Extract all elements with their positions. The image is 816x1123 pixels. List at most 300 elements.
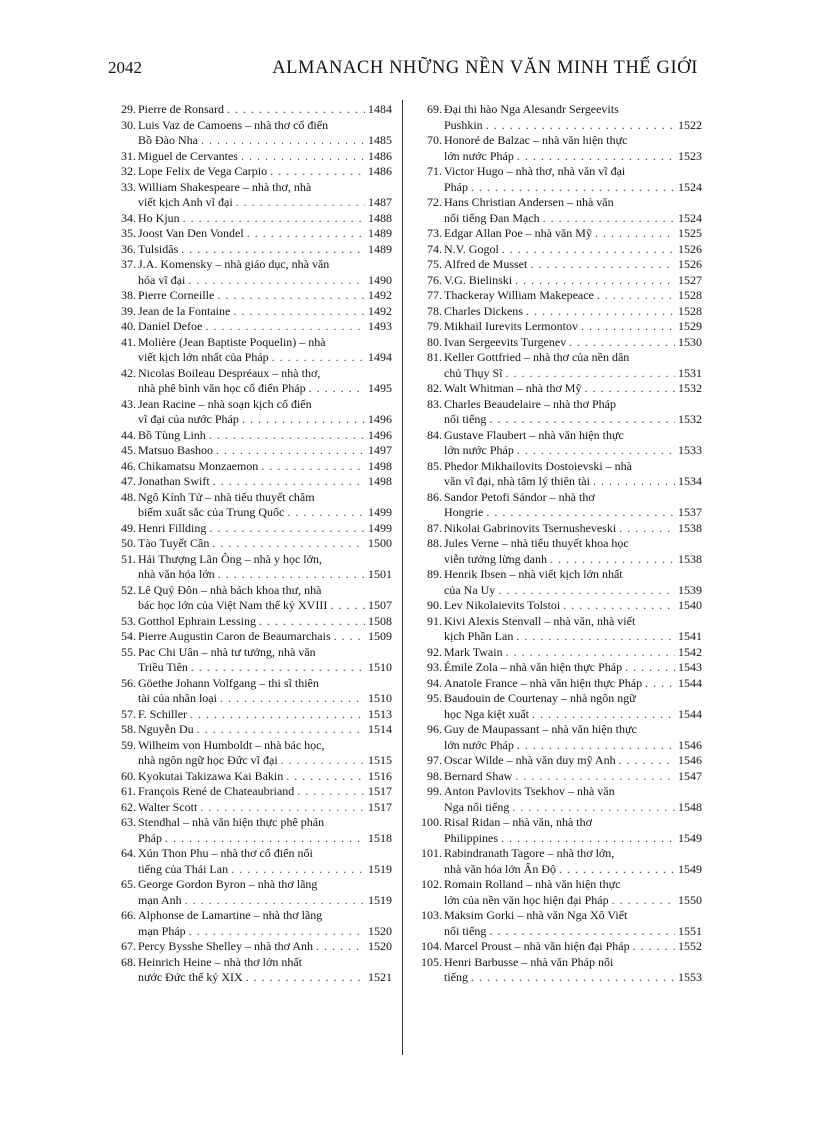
toc-entry — [414, 753, 702, 769]
toc-left-column — [108, 102, 392, 986]
toc-entry — [108, 118, 392, 149]
entry-page-number: 1520 — [368, 923, 392, 938]
dot-leader — [236, 195, 365, 211]
entry-title-line: lớn nước Pháp — [444, 737, 514, 752]
dot-leader — [185, 893, 365, 909]
toc-entry — [108, 335, 392, 366]
entry-number: 46. — [121, 458, 136, 473]
entry-title-line: Marcel Proust – nhà văn hiện đại Pháp — [444, 939, 630, 953]
entry-number: 53. — [121, 613, 136, 628]
entry-number: 74. — [427, 241, 442, 256]
dot-leader — [270, 164, 365, 180]
toc-entry — [108, 800, 392, 816]
entry-title-line: Phedor Mikhailovits Dostoievski – nhà — [444, 458, 632, 473]
entry-title-line: nhà ngôn ngữ học Đức vĩ đại — [138, 753, 278, 767]
entry-title-line: Keller Gottfried – nhà thơ của nền dân — [444, 350, 630, 364]
dot-leader — [517, 738, 675, 754]
entry-number: 70. — [427, 133, 442, 147]
entry-number: 96. — [427, 722, 442, 736]
toc-entry — [414, 769, 702, 785]
entry-page-number: 1485 — [368, 133, 392, 147]
dot-leader — [241, 149, 365, 165]
dot-leader — [526, 304, 675, 320]
entry-title-line: Hongrie — [444, 505, 484, 519]
toc-entry — [108, 102, 392, 118]
entry-title-line: Luis Vaz de Camoens – nhà thơ cổ điển — [138, 117, 329, 132]
entry-title-line: lớn nước Pháp — [444, 148, 514, 163]
dot-leader — [517, 443, 675, 459]
entry-title-line: học Nga kiệt xuất — [444, 706, 529, 721]
entry-title-line: Henri Barbusse – nhà văn Pháp nổi — [444, 954, 614, 969]
entry-page-number: 1493 — [368, 319, 392, 333]
entry-title-line: Sandor Petofi Sándor – nhà thơ — [444, 489, 595, 504]
entry-page-number: 1521 — [368, 970, 392, 984]
dot-leader — [233, 304, 365, 320]
toc-entry — [108, 738, 392, 769]
entry-title-line: François René de Chateaubriand — [138, 784, 295, 798]
entry-number: 77. — [427, 288, 442, 302]
entry-page-number: 1549 — [678, 861, 702, 876]
entry-page-number: 1517 — [368, 799, 392, 814]
entry-title-line: Stendhal – nhà văn hiện thực phê phán — [138, 815, 325, 829]
entry-number: 93. — [427, 660, 442, 674]
entry-title-line: Victor Hugo – nhà thơ, nhà văn vĩ đại — [444, 164, 626, 178]
dot-leader — [505, 366, 675, 382]
entry-number: 75. — [427, 257, 442, 271]
entry-title-line: Wilheim von Humboldt – nhà bác học, — [138, 737, 325, 752]
toc-entry — [108, 536, 392, 552]
entry-page-number: 1516 — [368, 768, 392, 783]
toc-entry — [108, 366, 392, 397]
entry-page-number: 1497 — [368, 443, 392, 457]
toc-entry — [108, 257, 392, 288]
entry-page-number: 1489 — [368, 226, 392, 240]
dot-leader — [189, 924, 365, 940]
entry-title-line: mạn Anh — [138, 892, 182, 907]
dot-leader — [247, 226, 365, 242]
toc-entry — [414, 645, 702, 661]
entry-number: 94. — [427, 675, 442, 690]
entry-title-line: nổi tiếng — [444, 412, 487, 426]
entry-title-line: Bồ Đào Nha — [138, 133, 198, 147]
entry-title-line: Chikamatsu Monzaemon — [138, 458, 259, 473]
toc-entry — [108, 288, 392, 304]
entry-number: 33. — [121, 179, 136, 194]
dot-leader — [486, 505, 675, 521]
entry-number: 92. — [427, 644, 442, 659]
entry-number: 95. — [427, 691, 442, 705]
toc-entry — [108, 149, 392, 165]
entry-title-line: Bồ Tùng Linh — [138, 427, 206, 442]
toc-entry — [108, 459, 392, 475]
entry-title-line: bác học lớn của Việt Nam thế kỷ XVIII — [138, 598, 328, 612]
entry-title-line: Kivi Alexis Stenvall – nhà văn, nhà viết — [444, 613, 636, 628]
entry-page-number: 1496 — [368, 427, 392, 442]
entry-number: 97. — [427, 753, 442, 767]
dot-leader — [532, 707, 675, 723]
entry-page-number: 1539 — [678, 582, 702, 597]
entry-title-line: Xún Thon Phu – nhà thơ cổ điển nổi — [138, 846, 313, 860]
entry-number: 56. — [121, 675, 136, 690]
entry-number: 87. — [427, 520, 442, 535]
entry-page-number: 1510 — [368, 660, 392, 674]
dot-leader — [218, 567, 365, 583]
entry-page-number: 1541 — [678, 629, 702, 643]
entry-page-number: 1494 — [368, 350, 392, 364]
toc-entry — [108, 784, 392, 800]
entry-page-number: 1527 — [678, 272, 702, 287]
entry-title-line: mạn Pháp — [138, 923, 186, 938]
entry-number: 58. — [121, 722, 136, 736]
entry-page-number: 1525 — [678, 226, 702, 240]
toc-entry — [108, 614, 392, 630]
toc-entry — [108, 722, 392, 738]
entry-title-line: William Shakespeare – nhà thơ, nhà — [138, 179, 312, 194]
entry-title-line: Gustave Flaubert – nhà văn hiện thực — [444, 427, 624, 442]
dot-leader — [633, 939, 675, 955]
toc-entry — [108, 676, 392, 707]
entry-number: 76. — [427, 272, 442, 287]
toc-entry — [108, 242, 392, 258]
toc-entry — [108, 226, 392, 242]
toc-entry — [108, 877, 392, 908]
entry-title-line: vĩ đại của nước Pháp — [138, 412, 239, 426]
dot-leader — [217, 288, 365, 304]
entry-title-line: chủ Thụy Sĩ — [444, 365, 503, 380]
entry-number: 41. — [121, 334, 136, 349]
entry-title-line: Thackeray William Makepeace — [444, 288, 594, 302]
entry-page-number: 1496 — [368, 412, 392, 426]
entry-title-line: Charles Beaudelaire – nhà thơ Pháp — [444, 396, 616, 411]
dot-leader — [297, 784, 365, 800]
entry-page-number: 1486 — [368, 164, 392, 178]
entry-number: 88. — [427, 536, 442, 550]
toc-entry — [108, 645, 392, 676]
dot-leader — [212, 536, 365, 552]
dot-leader — [498, 583, 675, 599]
entry-title-line: Göethe Johann Volfgang – thi sĩ thiên — [138, 675, 319, 690]
dot-leader — [530, 257, 675, 273]
entry-page-number: 1519 — [368, 861, 392, 876]
entry-number: 65. — [121, 877, 136, 891]
entry-title-line: Hải Thượng Lãn Ông – nhà y học lớn, — [138, 551, 322, 566]
entry-number: 66. — [121, 908, 136, 922]
entry-title-line: Alfred de Musset — [444, 257, 528, 271]
dot-leader — [220, 691, 365, 707]
dot-leader — [489, 412, 675, 428]
entry-page-number: 1524 — [678, 179, 702, 194]
toc-entry — [414, 908, 702, 939]
entry-page-number: 1498 — [368, 474, 392, 488]
entry-page-number: 1509 — [368, 629, 392, 643]
entry-page-number: 1544 — [678, 706, 702, 721]
toc-entry — [414, 102, 702, 133]
entry-title-line: nước Đức thế kỷ XIX — [138, 970, 243, 984]
entry-title-line: Ho Kjun — [138, 210, 180, 225]
entry-page-number: 1531 — [678, 365, 702, 380]
entry-title-line: Matsuo Bashoo — [138, 443, 213, 457]
dot-leader — [625, 660, 675, 676]
entry-number: 50. — [121, 536, 136, 550]
dot-leader — [261, 459, 365, 475]
entry-title-line: George Gordon Byron – nhà thơ lãng — [138, 877, 318, 891]
dot-leader — [309, 381, 365, 397]
toc-entry — [414, 304, 702, 320]
dot-leader — [181, 242, 365, 258]
dot-leader — [259, 614, 365, 630]
entry-title-line: Guy de Maupassant – nhà văn hiện thực — [444, 722, 637, 736]
entry-number: 52. — [121, 582, 136, 597]
entry-title-line: Anton Pavlovits Tsekhov – nhà văn — [444, 784, 615, 798]
toc-entry — [414, 846, 702, 877]
dot-leader — [286, 769, 365, 785]
toc-entry — [414, 660, 702, 676]
toc-entry — [108, 552, 392, 583]
entry-page-number: 1499 — [368, 505, 392, 519]
entry-number: 49. — [121, 520, 136, 535]
toc-entry — [414, 815, 702, 846]
dot-leader — [569, 335, 675, 351]
entry-page-number: 1544 — [678, 675, 702, 690]
entry-page-number: 1487 — [368, 195, 392, 209]
entry-page-number: 1519 — [368, 892, 392, 907]
entry-title-line: Ngô Kính Tử – nhà tiểu thuyết châm — [138, 489, 315, 504]
entry-number: 82. — [427, 381, 442, 395]
toc-entry — [414, 397, 702, 428]
entry-number: 48. — [121, 489, 136, 504]
dot-leader — [619, 753, 675, 769]
entry-title-line: Jonathan Swift — [138, 474, 210, 488]
entry-page-number: 1492 — [368, 288, 392, 302]
toc-entry — [108, 939, 392, 955]
dot-leader — [645, 676, 675, 692]
entry-title-line: Bernard Shaw — [444, 768, 513, 783]
entry-number: 45. — [121, 443, 136, 457]
dot-leader — [227, 102, 365, 118]
entry-number: 90. — [427, 598, 442, 612]
entry-title-line: viết kịch lớn nhất của Pháp — [138, 350, 269, 364]
entry-title-line: hóa vĩ đại — [138, 272, 186, 287]
toc-entry — [108, 428, 392, 444]
entry-page-number: 1542 — [678, 644, 702, 659]
dot-leader — [165, 831, 365, 847]
toc-entry — [414, 490, 702, 521]
entry-title-line: Lev Nikolaievits Tolstoi — [444, 598, 561, 612]
entry-page-number: 1486 — [368, 148, 392, 163]
dot-leader — [471, 180, 675, 196]
toc-entry — [414, 226, 702, 242]
toc-entry — [414, 133, 702, 164]
entry-number: 72. — [427, 195, 442, 209]
entry-title-line: Lê Quý Đôn – nhà bách khoa thư, nhà — [138, 582, 322, 597]
entry-page-number: 1546 — [678, 753, 702, 767]
dot-leader — [584, 381, 675, 397]
dot-leader — [231, 862, 365, 878]
entry-number: 29. — [121, 102, 136, 116]
entry-title-line: Rabindranath Tagore – nhà thơ lớn, — [444, 846, 615, 860]
dot-leader — [334, 629, 365, 645]
entry-number: 57. — [121, 706, 136, 721]
entry-number: 98. — [427, 768, 442, 783]
entry-title-line: Pac Chi Uân – nhà tư tưởng, nhà văn — [138, 644, 316, 659]
toc-entry — [414, 459, 702, 490]
entry-title-line: Daniel Defoe — [138, 319, 203, 333]
entry-title-line: Miguel de Cervantes — [138, 148, 238, 163]
entry-title-line: Tulsidâs — [138, 241, 179, 256]
toc-entry — [414, 784, 702, 815]
entry-title-line: Jean de la Fontaine — [138, 303, 231, 318]
toc-entry — [108, 474, 392, 490]
toc-entry — [108, 815, 392, 846]
toc-entry — [414, 335, 702, 351]
toc-entry — [414, 257, 702, 273]
entry-page-number: 1501 — [368, 567, 392, 581]
entry-number: 37. — [121, 257, 136, 271]
entry-title-line: viễn tưởng lừng danh — [444, 551, 548, 566]
entry-page-number: 1540 — [678, 598, 702, 612]
entry-number: 34. — [121, 210, 136, 225]
dot-leader — [515, 769, 675, 785]
entry-number: 78. — [427, 303, 442, 318]
dot-leader — [543, 211, 675, 227]
dot-leader — [246, 970, 365, 986]
toc-entry — [414, 195, 702, 226]
entry-page-number: 1499 — [368, 520, 392, 535]
entry-number: 64. — [121, 846, 136, 860]
entry-title-line: Pierre Augustin Caron de Beaumarchais — [138, 629, 331, 643]
entry-number: 83. — [427, 396, 442, 411]
entry-title-line: Henrik Ibsen – nhà viết kịch lớn nhất — [444, 567, 623, 581]
toc-entry — [108, 769, 392, 785]
entry-page-number: 1508 — [368, 613, 392, 628]
entry-title-line: Pierre Corneille — [138, 288, 215, 302]
toc-entry — [108, 583, 392, 614]
entry-number: 43. — [121, 396, 136, 411]
entry-page-number: 1523 — [678, 148, 702, 163]
entry-page-number: 1551 — [678, 923, 702, 938]
entry-title-line: Jean Racine – nhà soạn kịch cổ điển — [138, 396, 312, 411]
entry-number: 42. — [121, 365, 136, 380]
entry-number: 35. — [121, 226, 136, 240]
entry-title-line: Baudouin de Courtenay – nhà ngôn ngữ — [444, 691, 636, 705]
page-header — [108, 58, 698, 82]
dot-leader — [563, 598, 675, 614]
dot-leader — [550, 552, 675, 568]
entry-title-line: Mark Twain — [444, 644, 503, 659]
entry-page-number: 1492 — [368, 303, 392, 318]
entry-page-number: 1553 — [678, 970, 702, 984]
toc-entry — [414, 242, 702, 258]
entry-title-line: Triều Tiên — [138, 660, 188, 674]
entry-title-line: nhà phê bình văn học cổ điển Pháp — [138, 381, 306, 395]
entry-title-line: tiếng của Thái Lan — [138, 861, 229, 876]
entry-title-line: nổi tiếng Đan Mạch — [444, 210, 540, 225]
toc-entry — [108, 164, 392, 180]
dot-leader — [517, 149, 675, 165]
toc-entry — [414, 273, 702, 289]
entry-title-line: F. Schiller — [138, 706, 188, 721]
entry-number: 61. — [121, 784, 136, 798]
dot-leader — [188, 273, 365, 289]
entry-page-number: 1538 — [678, 551, 702, 566]
entry-page-number: 1529 — [678, 319, 702, 333]
entry-title-line: Oscar Wilde – nhà văn duy mỹ Anh — [444, 753, 616, 767]
toc-entry — [108, 707, 392, 723]
dot-leader — [619, 521, 675, 537]
entry-page-number: 1533 — [678, 443, 702, 457]
entry-title-line: Pierre de Ronsard — [138, 102, 224, 116]
entry-number: 101. — [421, 846, 442, 860]
entry-title-line: Alphonse de Lamartine – nhà thơ lãng — [138, 908, 323, 922]
entry-number: 100. — [421, 815, 442, 829]
toc-entry — [108, 629, 392, 645]
entry-title-line: Ivan Sergeevits Turgenev — [444, 334, 567, 349]
dot-leader — [201, 133, 365, 149]
dot-leader — [209, 428, 365, 444]
entry-page-number: 1514 — [368, 722, 392, 736]
entry-title-line: biếm xuất sắc của Trung Quốc — [138, 505, 285, 519]
entry-page-number: 1490 — [368, 272, 392, 287]
entry-page-number: 1498 — [368, 458, 392, 473]
entry-title-line: viết kịch Anh vĩ đại — [138, 195, 233, 209]
entry-title-line: Gotthol Ephrain Lessing — [138, 613, 256, 628]
entry-number: 47. — [121, 474, 136, 488]
entry-title-line: của Na Uy — [444, 582, 496, 597]
entry-number: 99. — [427, 784, 442, 798]
entry-number: 59. — [121, 737, 136, 752]
entry-title-line: Pushkin — [444, 117, 483, 132]
entry-title-line: Pháp — [444, 179, 468, 194]
entry-number: 30. — [121, 117, 136, 132]
dot-leader — [501, 831, 675, 847]
entry-number: 67. — [121, 939, 136, 953]
entry-page-number: 1515 — [368, 753, 392, 767]
entry-number: 71. — [427, 164, 442, 178]
toc-entry — [108, 397, 392, 428]
toc-entry — [108, 846, 392, 877]
entry-number: 38. — [121, 288, 136, 302]
entry-title-line: Émile Zola – nhà văn hiện thực Pháp — [444, 660, 623, 674]
entry-title-line: Nga nổi tiếng — [444, 799, 510, 814]
entry-title-line: Honoré de Balzac – nhà văn hiện thực — [444, 133, 628, 147]
entry-number: 91. — [427, 613, 442, 628]
entry-title-line: Pháp — [138, 830, 162, 845]
entry-number: 32. — [121, 164, 136, 178]
dot-leader — [316, 939, 365, 955]
toc-entry — [414, 164, 702, 195]
dot-leader — [597, 288, 675, 304]
entry-number: 62. — [121, 799, 136, 814]
entry-page-number: 1489 — [368, 241, 392, 256]
entry-page-number: 1513 — [368, 706, 392, 721]
entry-page-number: 1546 — [678, 737, 702, 752]
dot-leader — [209, 521, 365, 537]
dot-leader — [486, 118, 675, 134]
entry-title-line: Philippines — [444, 830, 499, 845]
entry-title-line: Tào Tuyết Cần — [138, 536, 210, 550]
toc-entry — [108, 955, 392, 986]
dot-leader — [216, 443, 365, 459]
entry-page-number: 1510 — [368, 691, 392, 705]
entry-page-number: 1524 — [678, 210, 702, 225]
entry-page-number: 1532 — [678, 381, 702, 395]
entry-title-line: kịch Phần Lan — [444, 629, 514, 643]
page-number: 2042 — [108, 58, 142, 77]
dot-leader — [330, 598, 365, 614]
toc-entry — [414, 939, 702, 955]
dot-leader — [242, 412, 365, 428]
entry-page-number: 1543 — [678, 660, 702, 674]
